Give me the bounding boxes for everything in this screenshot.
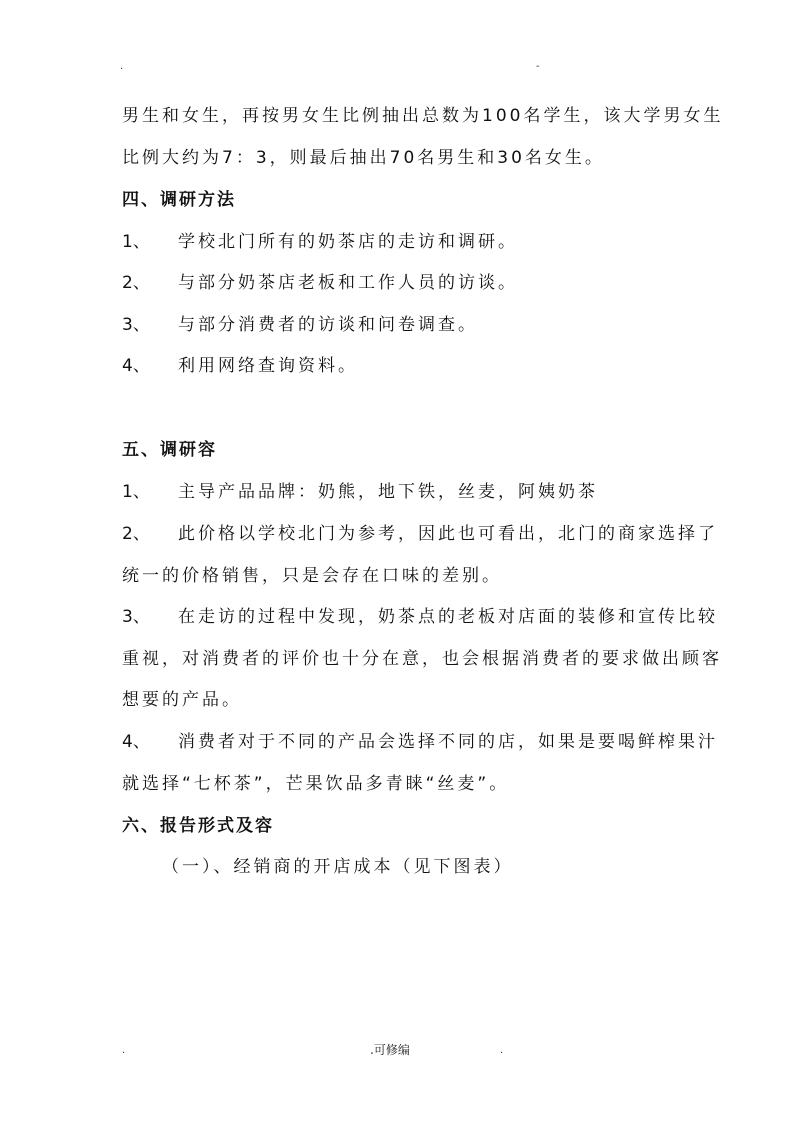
paragraph-line: 比例大约为7：3，则最后抽出70名男生和30名女生。 <box>122 148 605 168</box>
list-item-text: 消费者对于不同的产品会选择不同的店，如果是要喝鲜榨果汁 <box>178 732 718 752</box>
list-item-number: 3、 <box>122 607 150 627</box>
footer-mark-left: . <box>122 1045 126 1056</box>
paragraph-line: 男生和女生，再按男女生比例抽出总数为100名学生，该大学男女生 <box>122 106 724 126</box>
list-item-text: 主导产品品牌：奶熊，地下铁，丝麦，阿姨奶茶 <box>178 482 598 502</box>
section-heading-methods: 四、调研方法 <box>122 190 236 210</box>
list-item-text: 此价格以学校北门为参考，因此也可看出，北门的商家选择了 <box>178 524 718 544</box>
list-item-number: 4、 <box>122 732 150 752</box>
list-item-continuation: 重视，对消费者的评价也十分在意，也会根据消费者的要求做出顾客 <box>122 649 722 669</box>
subsection-heading: （一）、经销商的开店成本（见下图表） <box>162 857 514 877</box>
footer-editable-label: .可修编 <box>370 1043 410 1057</box>
list-item-number: 2、 <box>122 524 150 544</box>
list-item-continuation: 就选择“七杯茶”，芒果饮品多青睐“丝麦”。 <box>122 774 510 794</box>
list-item-text: 利用网络查询资料。 <box>178 356 358 376</box>
list-item-continuation: 想要的产品。 <box>122 690 242 710</box>
footer-mark-right: . <box>500 1045 504 1056</box>
list-item-number: 2、 <box>122 273 150 293</box>
list-item-number: 3、 <box>122 315 150 335</box>
list-item-text: 学校北门所有的奶茶店的走访和调研。 <box>178 232 518 252</box>
list-item-text: 与部分消费者的访谈和问卷调查。 <box>178 315 478 335</box>
header-mark-left: . <box>120 61 124 72</box>
list-item-number: 4、 <box>122 356 150 376</box>
list-item-text: 在走访的过程中发现，奶茶点的老板对店面的装修和宣传比较 <box>178 607 718 627</box>
header-mark-right: - <box>536 61 540 72</box>
list-item-text: 与部分奶茶店老板和工作人员的访谈。 <box>178 273 518 293</box>
list-item-continuation: 统一的价格销售，只是会存在口味的差别。 <box>122 566 502 586</box>
section-heading-report: 六、报告形式及容 <box>122 816 274 836</box>
section-heading-content: 五、调研容 <box>122 440 217 460</box>
list-item-number: 1、 <box>122 482 150 502</box>
list-item-number: 1、 <box>122 232 150 252</box>
